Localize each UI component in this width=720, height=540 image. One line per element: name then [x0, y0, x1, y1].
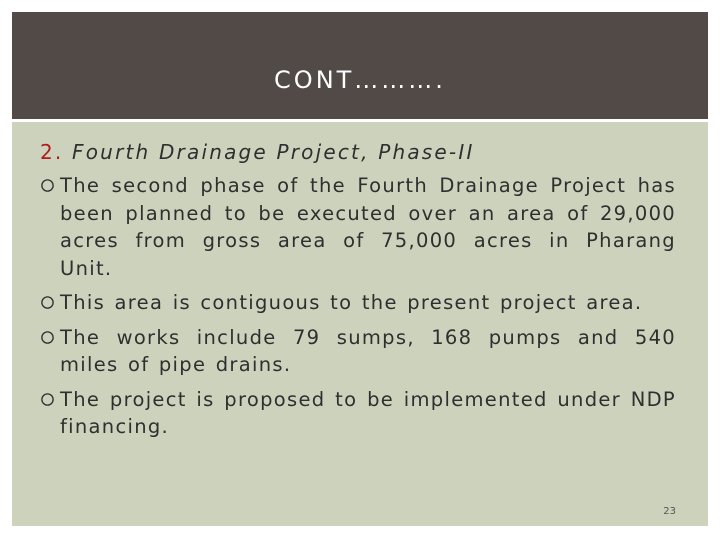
bullet-text: The works include 79 sumps, 168 pumps and 540 miles of pipe drains.	[60, 325, 676, 376]
open-circle-icon	[40, 178, 55, 193]
page-number: 23	[663, 506, 676, 517]
open-circle-icon	[40, 330, 55, 345]
list-item	[40, 386, 676, 441]
subheading-text: Fourth Drainage Project, Phase-II	[72, 140, 475, 164]
bullet-text: The second phase of the Fourth Drainage Project has been planned to be executed over an area of 29,000 acres from gross area of 75,000 acres in Pharang Unit.	[60, 174, 676, 280]
list-item	[40, 324, 676, 379]
list-item	[40, 289, 676, 317]
bullet-list	[40, 172, 676, 448]
list-item	[40, 172, 676, 282]
slide-title: CONT……….	[274, 66, 446, 94]
open-circle-icon	[40, 392, 55, 407]
subheading-number: 2.	[40, 140, 64, 164]
bullet-text: This area is contiguous to the present project area.	[60, 291, 643, 314]
section-subheading	[40, 140, 475, 164]
bullet-text: The project is proposed to be implemented under NDP financing.	[60, 387, 676, 438]
title-banner	[12, 12, 708, 119]
open-circle-icon	[40, 295, 55, 310]
